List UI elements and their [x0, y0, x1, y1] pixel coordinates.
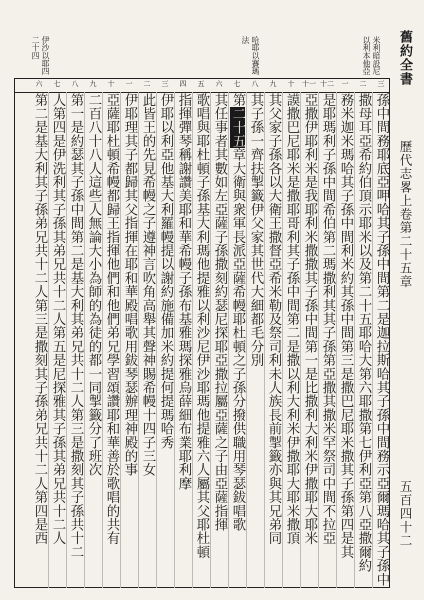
text-column: 撒母耳亞希約伯頂示耶米以及第二十五耶哈大第六耶撒第七伊利亞第八亞撒爾約 [354, 92, 372, 588]
row-number: 八 [251, 80, 259, 88]
top-note-right: 米利暗設尼以利本他亞 [362, 36, 381, 75]
row-number: 九 [89, 80, 97, 88]
row-number: 七 [233, 80, 241, 88]
text-column: 孫中間務耶底亞呷哈其子孫中間第二是迦拉斯哈其子孫中間務示亞爾瑪哈其子孫中 [374, 93, 389, 587]
row-number: 七 [53, 80, 61, 88]
text-body [14, 92, 390, 588]
text-column: 是耶瑪利子孫中間希伯第二瑪撒利其其子孫第亞撒其撒米罕祭司中間不拉亞 [318, 92, 336, 588]
top-note-left: 伊沙以耶四二十四 [31, 36, 50, 75]
text-column: 亞撒伊耶利米是我耶利米撒撒其子孫中間第一是比撒利大利米伊撒耶大耶米 [300, 92, 318, 588]
row-number: 四 [179, 80, 187, 88]
text-column: 第二十五章大衛與衆軍長派亞薩希幔耶杜頓之子孫分撥供職用琴瑟鈸唱歌 [228, 92, 246, 588]
text-column: 第二是基大利其子孫弟兄共十二人第三是撒刻其子孫弟兄共十二人第四是西 [32, 93, 47, 546]
chapter-number-highlight: 二十五 [230, 106, 245, 148]
text-column: 人第四是伊洗利其子孫其弟兄共十二人第五是尼探雅其子孫其弟兄共十二人 [48, 92, 66, 588]
text-column: 此皆王的先見希幔之子遵神言吹角高舉其聲神賜希幔十四子三女 [138, 92, 156, 588]
text-column: 其子孫一齊扶掣籤伊父家其世代大細都毛分別 [246, 92, 264, 588]
page-number: 五百四十二 [398, 480, 413, 548]
row-number: 十 [287, 80, 295, 88]
top-note-middle: 哈耶以賽瑪法 [241, 36, 260, 75]
text-column: 歌唱與耶杜頓子孫基大利瑪他提雅以利沙尼伊沙耶瑪他提雅六人屬其父耶杜頓 [192, 92, 210, 588]
row-number: 二 [143, 80, 151, 88]
row-number: 二 [359, 80, 367, 88]
running-head [398, 30, 414, 590]
row-number: 八 [71, 80, 79, 88]
text-column: 謨撒巴尼耶米是撒耶哥利其子孫中間第二是撒以利大利米伊撒耶大耶米撒頂 [282, 92, 300, 588]
row-number: 十二 [320, 80, 334, 88]
row-number: 九 [269, 80, 277, 88]
book-title: 舊約全書 [397, 30, 412, 86]
text-column: 第一是約瑟其子孫中間第二是基大利其弟兄共十二人第三是撒刻其子孫共十二 [66, 92, 84, 588]
text-column: 其任事者其數如左亞薩子孫撒刻約瑟尼探耶亞撒拉屬亞薩之子由亞薩指揮 [210, 92, 228, 588]
text-column: 亞薩耶杜頓希幔都歸王指揮他們和他們弟兄學習頌讚耶和華善於歌唱的共有 [102, 92, 120, 588]
row-number: 六 [215, 80, 223, 88]
row-number: 十 [107, 80, 115, 88]
row-number: 三 [161, 80, 169, 88]
row-number: 五 [197, 80, 205, 88]
row-number: 一 [125, 80, 133, 88]
chapter-title: 歷代志畧上卷第二十五章 [398, 140, 413, 289]
row-number: 三 [377, 80, 385, 88]
text-column: 伊耶理其子都歸其父指揮在耶和華殿唱歌用鈸琴瑟辦理神殿的事 [120, 92, 138, 588]
text-column: 務米迦米瑪哈其子孫中間利米約其孫中間第三是撒巴尼耶米撒其子孫第四是其 [336, 92, 354, 588]
text-column: 伊耶以利亞他基大利羅幔提以謝約施備加米約提何提瑪哈秀 [156, 92, 174, 588]
text-column: 指揮彈琴稱謝讚美耶和華希幔子孫布基雅瑪探雅烏薛細布業耶利摩 [174, 92, 192, 588]
row-number: 一 [341, 80, 349, 88]
row-number: 十一 [302, 80, 316, 88]
text-column: 二百八十八人這些人無論大小為師的為徒的都一同掣籤分了班次 [84, 92, 102, 588]
row-number: 六 [35, 80, 43, 88]
text-column: 其父家子孫各以大衛王撒督亞希米勒及祭司利未人族長前掣籤亦與其兄弟同 [264, 92, 282, 588]
row-number-strip [14, 78, 390, 93]
